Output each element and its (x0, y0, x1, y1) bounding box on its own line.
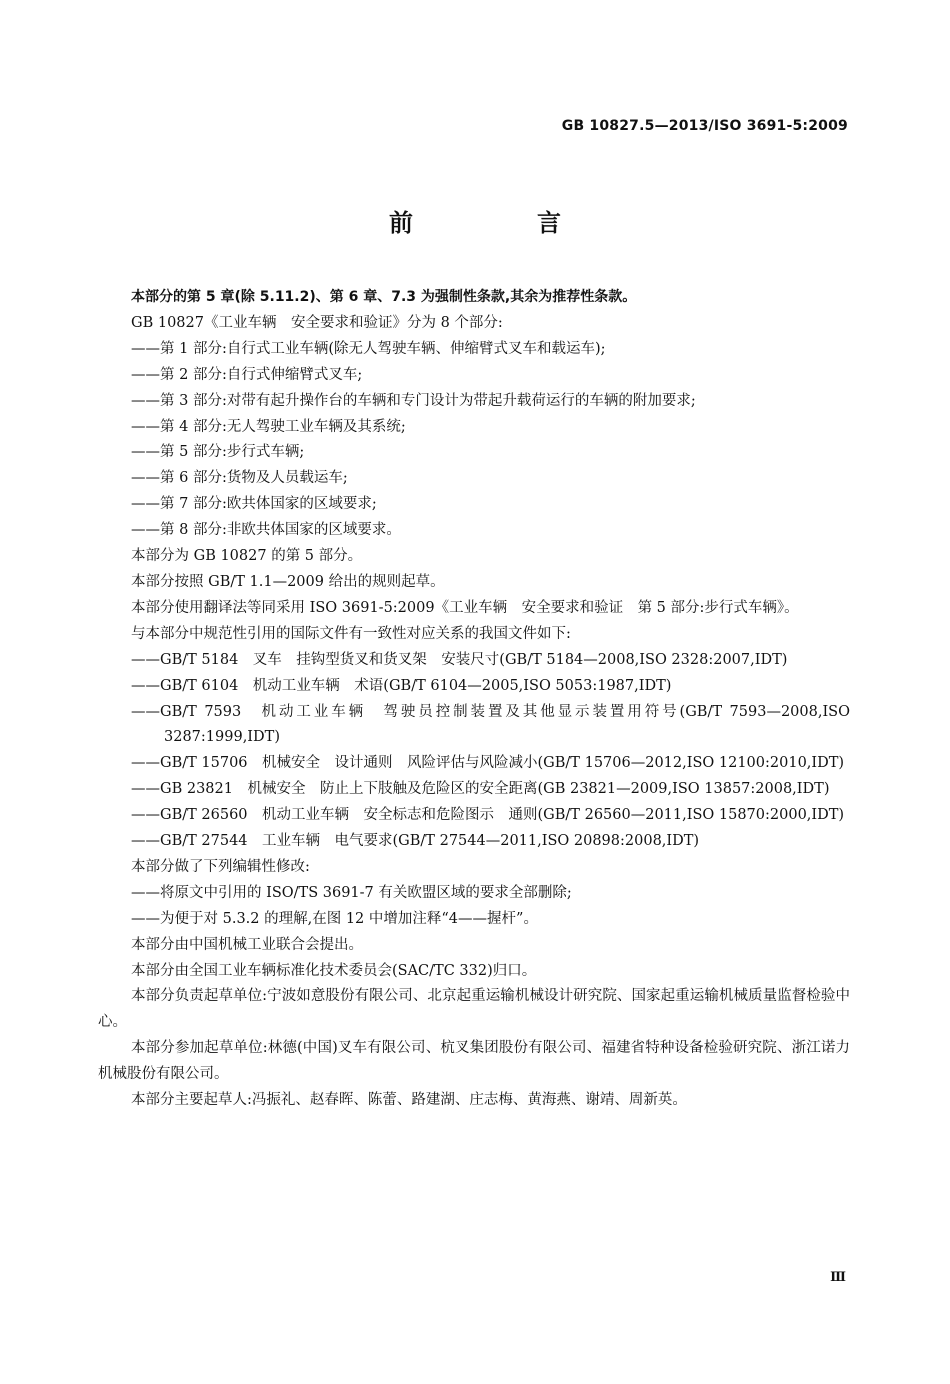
paragraph: 本部分做了下列编辑性修改: (131, 858, 310, 875)
list-item: —— 第 8 部分:非欧共体国家的区域要求。 (98, 518, 850, 544)
paragraph: 本部分负责起草单位:宁波如意股份有限公司、北京起重运输机械设计研究院、国家起重运输机械质量监督检验中心。 (98, 988, 850, 1031)
paragraph: 本部分参加起草单位:林德(中国)叉车有限公司、杭叉集团股份有限公司、福建省特种设备检验研究院、浙江诺力机械股份有限公司。 (98, 1040, 850, 1083)
paragraph: 本部分为 GB 10827 的第 5 部分。 (131, 548, 363, 565)
mandatory-clause-statement: 本部分的第 5 章(除 5.11.2)、第 6 章、7.3 为强制性条款,其余为推荐性条款。 (131, 289, 637, 305)
paragraph: 本部分由全国工业车辆标准化技术委员会(SAC/TC 332)归口。 (131, 962, 537, 979)
list-item: —— 第 4 部分:无人驾驶工业车辆及其系统; (98, 415, 850, 441)
edit-item: —— 将原文中引用的 ISO/TS 3691-7 有关欧盟区域的要求全部删除; (98, 881, 850, 907)
paragraph: 本部分由中国机械工业联合会提出。 (131, 936, 363, 953)
reference-item: —— GB/T 27544 工业车辆 电气要求(GB/T 27544—2011,ISO 20898:2008,IDT) (98, 829, 850, 855)
paragraph: GB 10827《工业车辆 安全要求和验证》分为 8 个部分: (131, 314, 503, 331)
list-item: —— 第 7 部分:欧共体国家的区域要求; (98, 492, 850, 518)
reference-item: —— GB/T 6104 机动工业车辆 术语(GB/T 6104—2005,ISO 5053:1987,IDT) (98, 674, 850, 700)
paragraph: 本部分主要起草人:冯振礼、赵春晖、陈蕾、路建湖、庄志梅、黄海燕、谢靖、周新英。 (131, 1092, 687, 1109)
paragraph: 本部分使用翻译法等同采用 ISO 3691-5:2009《工业车辆 安全要求和验证 第 5 部分:步行式车辆》。 (131, 599, 799, 616)
edit-item: —— 为便于对 5.3.2 的理解,在图 12 中增加注释“4——握杆”。 (98, 907, 850, 933)
reference-item: —— GB/T 26560 机动工业车辆 安全标志和危险图示 通则(GB/T 26560—2011,ISO 15870:2000,IDT) (98, 803, 850, 829)
list-item: —— 第 5 部分:步行式车辆; (98, 440, 850, 466)
paragraph: 本部分按照 GB/T 1.1—2009 给出的规则起草。 (131, 573, 445, 590)
list-item: —— 第 3 部分:对带有起升操作台的车辆和专门设计为带起升载荷运行的车辆的附加要求; (98, 389, 850, 415)
list-item: —— 第 6 部分:货物及人员载运车; (98, 466, 850, 492)
document-code: GB 10827.5—2013/ISO 3691-5:2009 (561, 118, 848, 134)
list-item: —— 第 1 部分:自行式工业车辆(除无人驾驶车辆、伸缩臂式叉车和载运车); (98, 337, 850, 363)
page-number: Ⅲ (830, 1270, 846, 1285)
paragraph: 与本部分中规范性引用的国际文件有一致性对应关系的我国文件如下: (131, 625, 571, 642)
foreword-body (98, 285, 850, 1114)
reference-item: —— GB/T 15706 机械安全 设计通则 风险评估与风险减小(GB/T 15706—2012,ISO 12100:2010,IDT) (98, 751, 850, 777)
reference-item: —— GB/T 5184 叉车 挂钩型货叉和货叉架 安装尺寸(GB/T 5184—2008,ISO 2328:2007,IDT) (98, 648, 850, 674)
reference-item: —— GB 23821 机械安全 防止上下肢触及危险区的安全距离(GB 23821—2009,ISO 13857:2008,IDT) (98, 777, 850, 803)
section-title: 前 言 (389, 209, 611, 237)
reference-item: —— GB/T 7593 机动工业车辆 驾驶员控制装置及其他显示装置用符号(GB/T 7593—2008,ISO 3287:1999,IDT) (98, 700, 850, 752)
list-item: —— 第 2 部分:自行式伸缩臂式叉车; (98, 363, 850, 389)
